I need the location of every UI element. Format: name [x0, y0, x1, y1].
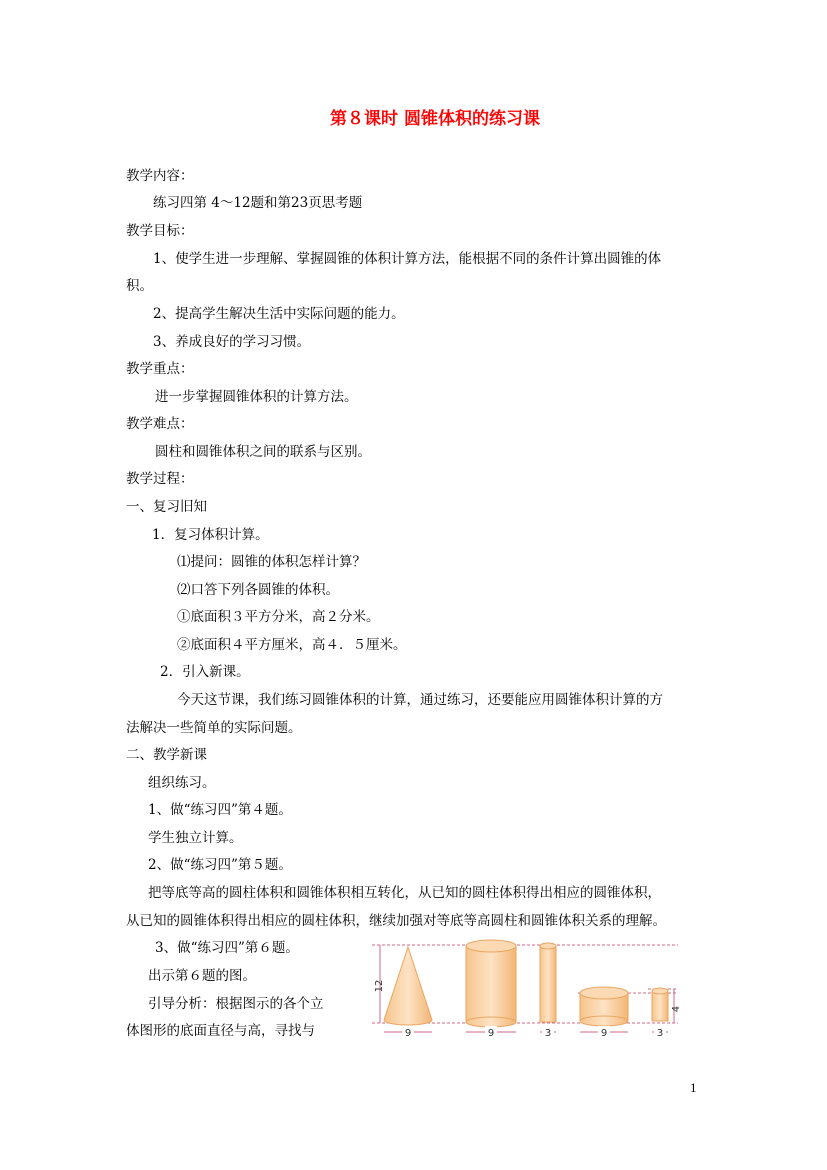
cylinder-thin-diameter-label: 3 [544, 1028, 552, 1039]
text-line: 教学过程： [126, 471, 194, 487]
text-line: 从已知的圆锥体积得出相应的圆柱体积，继续加强对等底等高圆柱和圆锥体积关系的理解。 [126, 913, 666, 929]
cylinder-small-height-label: 4 [671, 1005, 682, 1013]
text-line: ⑵口答下列各圆锥的体积。 [177, 582, 339, 598]
page-title: 第８课时 圆锥体积的练习课 [330, 109, 540, 129]
cylinder-small [652, 988, 668, 1021]
text-line: 一、复习旧知 [126, 499, 207, 515]
text-line: 二、教学新课 [126, 747, 207, 763]
cone [384, 947, 432, 1025]
text-line: 引导分析：根据图示的各个立 [148, 996, 324, 1012]
text-line: 进一步掌握圆锥体积的计算方法。 [155, 389, 358, 405]
cone-height-label: 12 [374, 979, 385, 993]
text-line: 教学内容： [126, 168, 194, 184]
page-number: 1 [690, 1080, 697, 1095]
text-line: 教学目标： [126, 223, 194, 239]
text-line: 教学难点： [126, 416, 194, 432]
text-line: ⑴提问：圆锥的体积怎样计算？ [177, 554, 366, 570]
text-line: 2、提高学生解决生活中实际问题的能力。 [153, 306, 405, 322]
text-line: 3、做“练习四”第６题。 [155, 940, 299, 956]
cylinder-thin [540, 943, 556, 1022]
cylinder-small-height-dimension [671, 989, 682, 1023]
cone-height-dimension [374, 945, 385, 1023]
text-line: 把等底等高的圆柱体积和圆锥体积相互转化，从已知的圆柱体积得出相应的圆锥体积， [148, 885, 661, 901]
cylinder-wide-diameter-label: 9 [600, 1028, 608, 1039]
text-line: 2．引入新课。 [160, 664, 250, 680]
text-line: ①底面积３平方分米，高２分米。 [177, 609, 380, 625]
text-line: 3、养成良好的学习习惯。 [153, 334, 311, 350]
text-line: 法解决一些简单的实际问题。 [126, 720, 302, 736]
cylinder-large [466, 940, 516, 1027]
text-line: 学生独立计算。 [148, 830, 243, 846]
solids-figure [368, 936, 690, 1044]
text-line: 圆柱和圆锥体积之间的联系与区别。 [155, 444, 371, 460]
cone-diameter-label: 9 [404, 1028, 412, 1039]
text-line: 教学重点： [126, 361, 194, 377]
text-line: 1．复习体积计算。 [152, 527, 269, 543]
cylinder-small-diameter-label: 3 [656, 1028, 664, 1039]
text-line: 组织练习。 [148, 775, 216, 791]
text-line: 1、做“练习四”第４题。 [148, 802, 292, 818]
text-line: 体图形的底面直径与高，寻找与 [126, 1023, 315, 1039]
text-line: 出示第６题的图。 [148, 968, 256, 984]
text-line: 1、使学生进一步理解、掌握圆锥的体积计算方法，能根据不同的条件计算出圆锥的体 [153, 251, 662, 267]
cylinder-large-diameter-label: 9 [487, 1028, 495, 1039]
text-line: 今天这节课，我们练习圆锥体积的计算，通过练习，还要能应用圆锥体积计算的方 [177, 692, 663, 708]
cylinder-wide-short [580, 987, 628, 1026]
text-line: 积。 [126, 278, 153, 294]
text-line: ②底面积４平方厘米，高４．５厘米。 [177, 637, 407, 653]
text-line: 练习四第 4～12题和第23页思考题 [153, 195, 363, 211]
text-line: 2、做“练习四”第５题。 [148, 857, 292, 873]
